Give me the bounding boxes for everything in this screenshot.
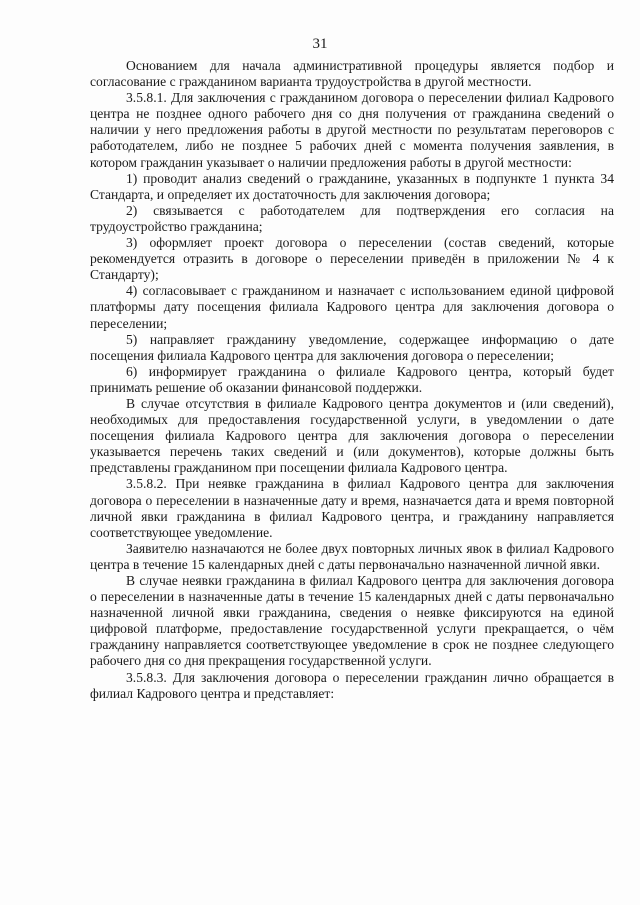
paragraph-repeat-visits: Заявителю назначаются не более двух повторных личных явок в филиал Кадрового центра в течение 15 календарных дней с даты первоначально назначенной личной явки. [90,540,614,572]
paragraph-non-appearance: В случае неявки гражданина в филиал Кадрового центра для заключения договора о переселении в назначенные даты в течение 15 календарных дней с даты первоначально назначенной личной явки гражданина, сведения о неявке фиксируются на единой цифровой платформе, предоставление государственной услуги прекращается, о чём гражданину направляется соответствующее уведомление в срок не позднее следующего рабочего дня со дня прекращения государственной услуги. [90,573,614,669]
paragraph-basis: Основанием для начала административной процедуры является подбор и согласование с гражданином варианта трудоустройства в другой местности. [90,58,614,90]
paragraph-3-5-8-1: 3.5.8.1. Для заключения с гражданином договора о переселении филиал Кадрового центра не позднее одного рабочего дня со дня получения от гражданина сведений о наличии у него предложения работы в другой местности по результатам переговоров с работодателем, либо не позднее 5 рабочих дней с момента получения заявления, в котором гражданин указывает о наличии предложения работы в другой местности: [90,90,614,170]
paragraph-3-5-8-2: 3.5.8.2. При неявке гражданина в филиал Кадрового центра для заключения договора о переселении в назначенные дату и время, назначается дата и время повторной личной явки гражданина в филиал Кадрового центра, и гражданину направляется соответствующее уведомление. [90,476,614,540]
list-item-4: 4) согласовывает с гражданином и назначает с использованием единой цифровой платформы дату посещения филиала Кадрового центра для заключения договора о переселении; [90,283,614,331]
list-item-3: 3) оформляет проект договора о переселении (состав сведений, которые рекомендуется отразить в договоре о переселении приведён в приложении № 4 к Стандарту); [90,235,614,283]
paragraph-missing-documents: В случае отсутствия в филиале Кадрового центра документов и (или сведений), необходимых для предоставления государственной услуги, в уведомлении о дате посещения филиала Кадрового центра для заключения договора о переселении указывается перечень таких сведений и (или документов), которые должны быть представлены гражданином при посещении филиала Кадрового центра. [90,395,614,476]
list-item-5: 5) направляет гражданину уведомление, содержащее информацию о дате посещения филиала Кадрового центра для заключения договора о переселении; [90,331,614,363]
list-item-6: 6) информирует гражданина о филиале Кадрового центра, который будет принимать решение об оказании финансовой поддержки. [90,363,614,395]
paragraph-3-5-8-3: 3.5.8.3. Для заключения договора о переселении гражданин лично обращается в филиал Кадрового центра и представляет: [90,669,614,701]
document-body [90,58,614,702]
list-item-1: 1) проводит анализ сведений о гражданине, указанных в подпункте 1 пункта 34 Стандарта, и определяет их достаточность для заключения договора; [90,170,614,202]
page-number: 31 [312,36,328,52]
list-item-2: 2) связывается с работодателем для подтверждения его согласия на трудоустройство гражданина; [90,202,614,234]
